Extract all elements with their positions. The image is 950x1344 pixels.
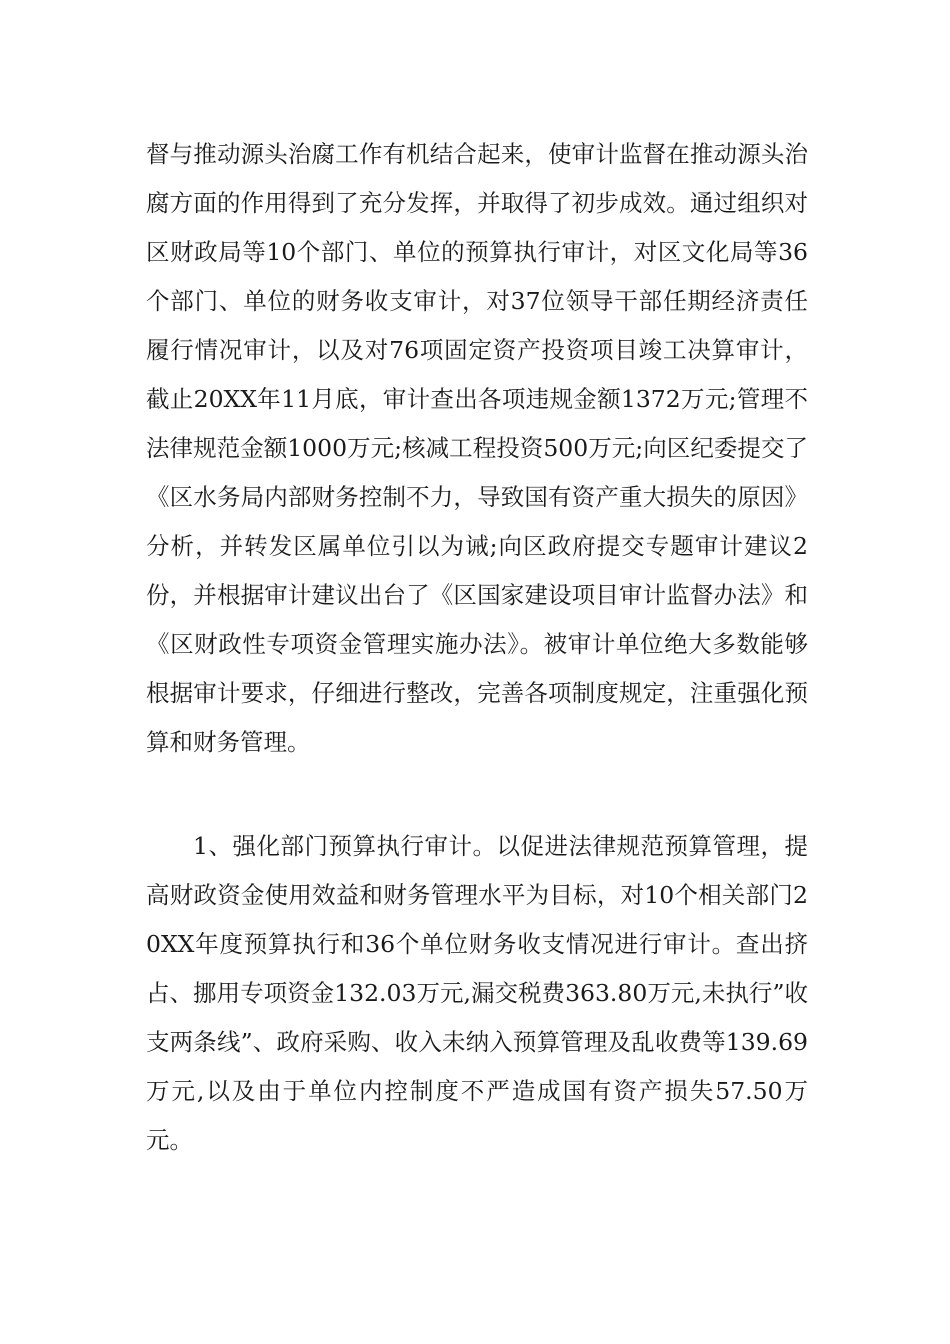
- body-paragraph-budget-execution-audit: 1、强化部门预算执行审计。以促进法律规范预算管理，提高财政资金使用效益和财务管理水平为目标，对10个相关部门20XX年度预算执行和36个单位财务收支情况进行审计。查出挤占、挪用专项资金132.03万元,漏交税费363.80万元,未执行”收支两条线”、政府采购、收入未纳入预算管理及乱收费等139.69万元,以及由于单位内控制度不严造成国有资产损失57.50万元。: [146, 832, 808, 1154]
- body-paragraph-audit-results: 督与推动源头治腐工作有机结合起来，使审计监督在推动源头治腐方面的作用得到了充分发挥，并取得了初步成效。通过组织对区财政局等10个部门、单位的预算执行审计，对区文化局等36个部门、单位的财务收支审计，对37位领导干部任期经济责任履行情况审计，以及对76项固定资产投资项目竣工决算审计，截止20XX年11月底，审计查出各项违规金额1372万元;管理不法律规范金额1000万元;核减工程投资500万元;向区纪委提交了《区水务局内部财务控制不力，导致国有资产重大损失的原因》分析，并转发区属单位引以为诫;向区政府提交专题审计建议2份，并根据审计建议出台了《区国家建设项目审计监督办法》和《区财政性专项资金管理实施办法》。被审计单位绝大多数能够根据审计要求，仔细进行整改，完善各项制度规定，注重强化预算和财务管理。: [146, 140, 808, 756]
